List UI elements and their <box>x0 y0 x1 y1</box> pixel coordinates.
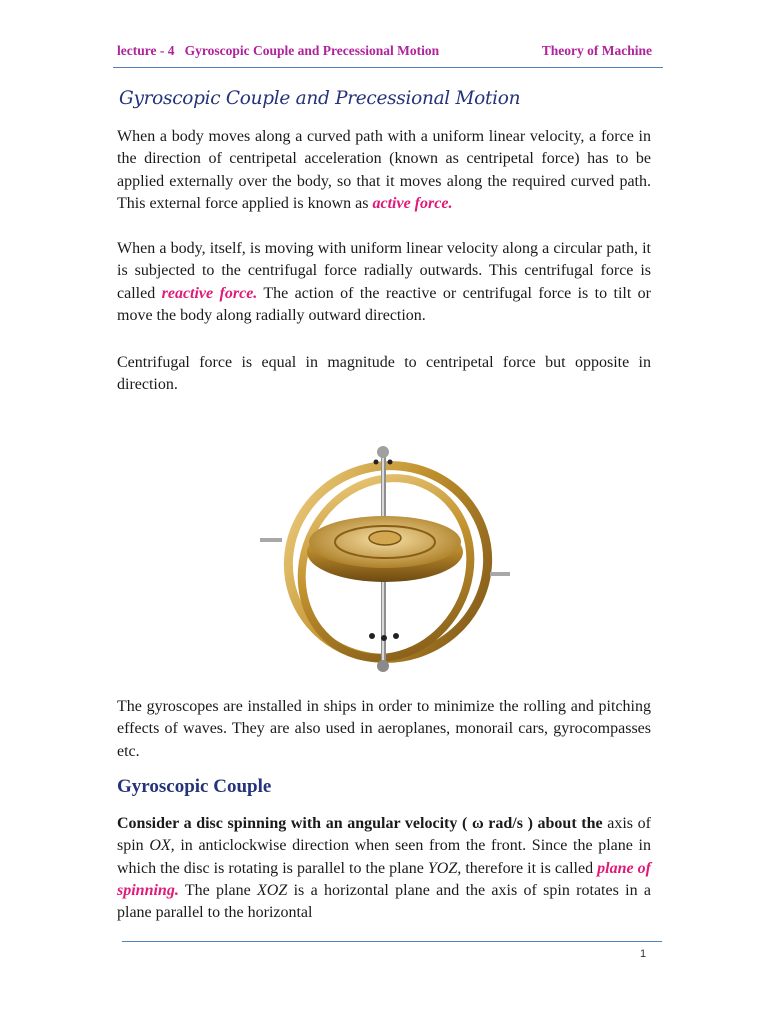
section-heading: Gyroscopic Couple <box>117 776 272 797</box>
paragraph-reactive-force <box>117 238 651 327</box>
page-title: Gyroscopic Couple and Precessional Motion <box>119 88 521 109</box>
paragraph-text: The action of the reactive or centrifugal force is to tilt or move the body along radially outward direction. <box>117 284 652 324</box>
paragraph-lead: Consider a disc spinning with an angular velocity ( ω rad/s ) about the <box>117 815 603 832</box>
paragraph-text: therefore it is called <box>461 859 598 877</box>
paragraph-active-force <box>117 126 651 215</box>
paragraph-text: When a body moves along a curved path with a uniform linear velocity, a force in the direction of centripetal acceleration (known as centripetal force) has to be applied externally over the body, so that it moves along the required curved path. This external force applied is known as <box>117 128 651 212</box>
page-header <box>117 43 652 59</box>
header-course-name: Theory of Machine <box>541 43 652 58</box>
highlight-plane-of-spinning: plane of spinning. <box>117 859 651 899</box>
term-yoz: YOZ, <box>427 859 462 877</box>
page-number: 1 <box>640 948 647 960</box>
paragraph-text: axis of spin <box>117 815 651 855</box>
highlight-active-force: active force. <box>372 194 453 212</box>
highlight-reactive-force: reactive force. <box>161 284 258 302</box>
gyroscope-image <box>258 440 512 676</box>
paragraph-applications: The gyroscopes are installed in ships in order to minimize the rolling and pitching effects of waves. They are also used in aeroplanes, monorail cars, gyrocompasses etc. <box>117 698 651 760</box>
term-xoz: XOZ <box>257 881 288 899</box>
paragraph-text: is a horizontal plane and the axis of spin rotates in a plane parallel to the horizontal <box>117 881 652 922</box>
term-ox: OX, <box>149 837 175 855</box>
paragraph-gyroscopic-couple <box>117 813 651 924</box>
header-lecture-title: lecture - 4 Gyroscopic Couple and Precessional Motion <box>117 43 440 58</box>
paragraph-centrifugal: Centrifugal force is equal in magnitude to centripetal force but opposite in direction. <box>117 354 651 394</box>
footer-divider <box>122 941 662 942</box>
paragraph-text: When a body, itself, is moving with uniform linear velocity along a circular path, it is subjected to the centrifugal force radially outwards. This centrifugal force is called <box>117 240 651 302</box>
header-divider <box>113 67 663 68</box>
paragraph-text: The plane <box>178 881 258 899</box>
paragraph-text: in anticlockwise direction when seen from the front. Since the plane in which the disc is rotating is parallel to the plane <box>117 837 651 877</box>
